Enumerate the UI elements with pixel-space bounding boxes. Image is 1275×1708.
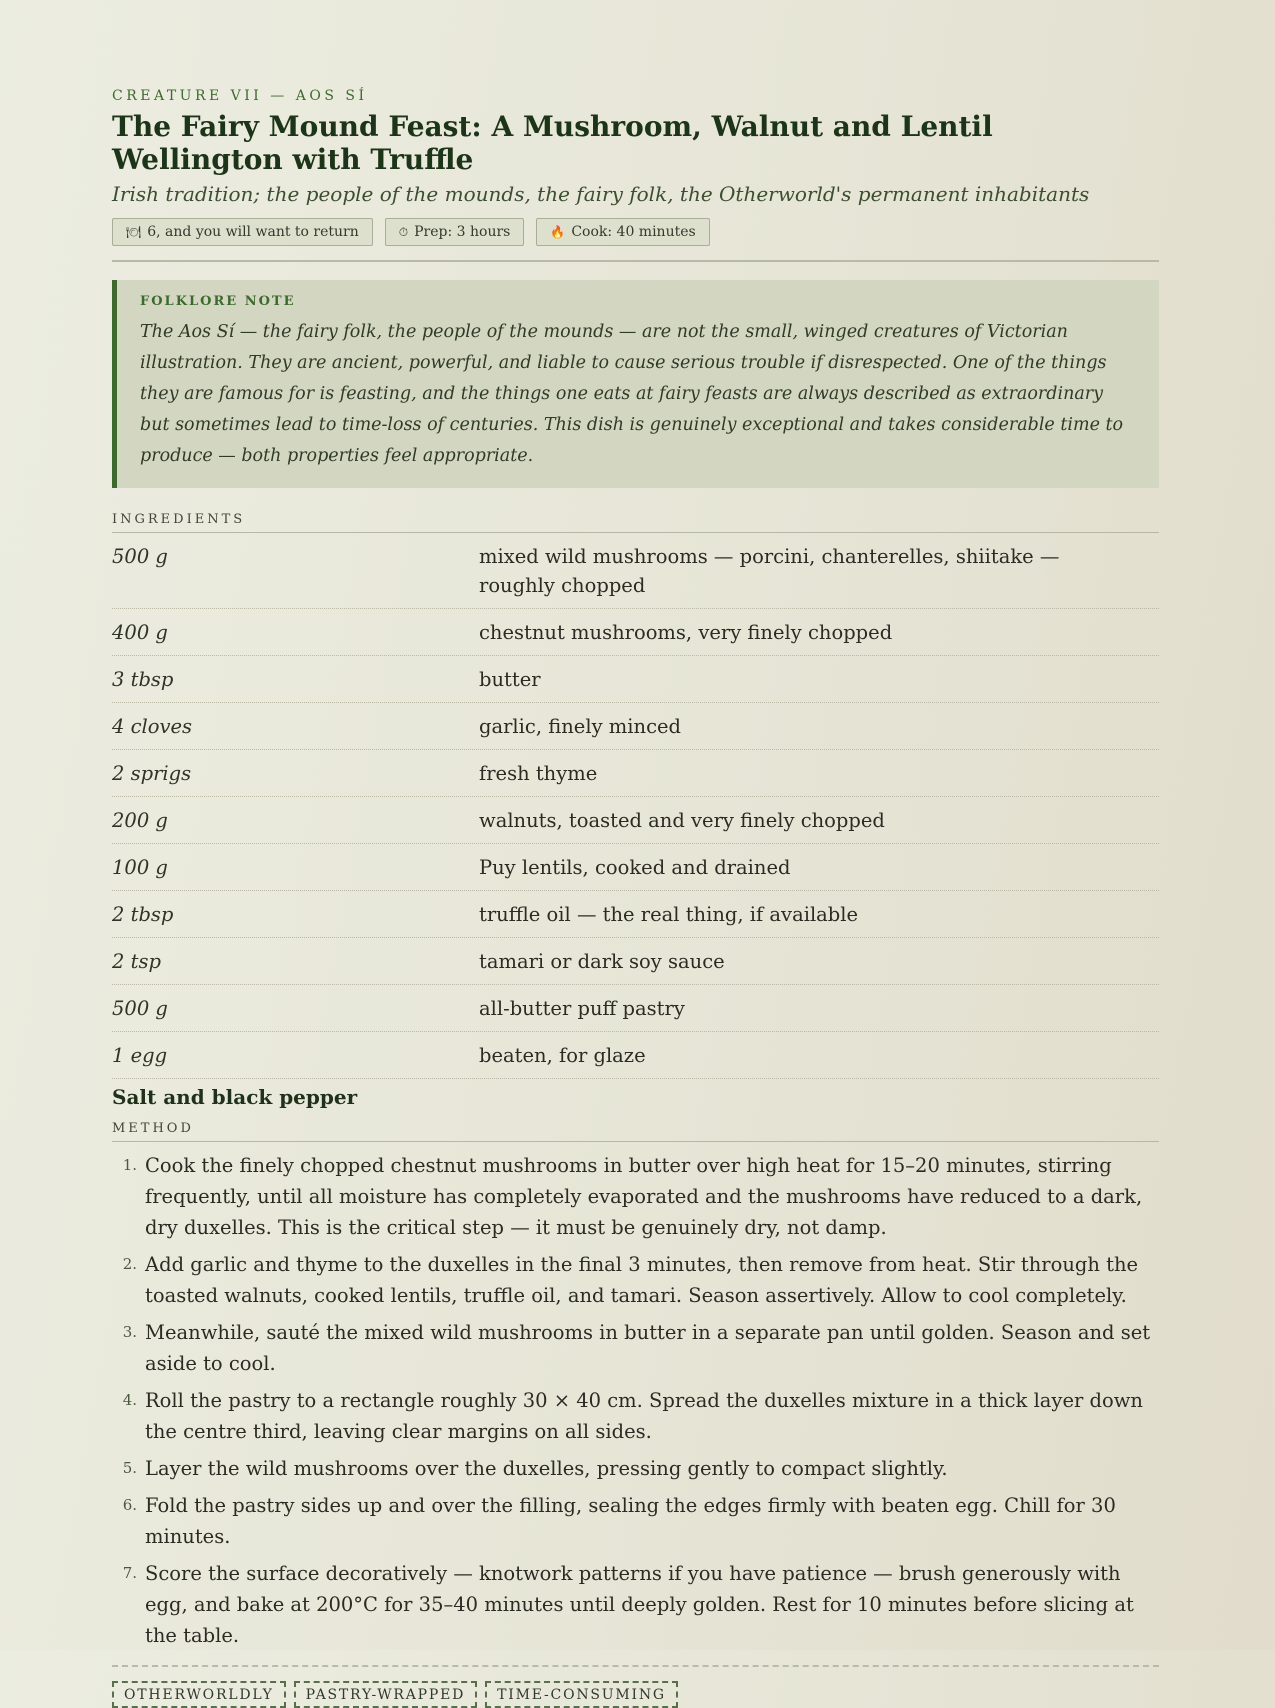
ingredient-row <box>112 609 1159 656</box>
method-step <box>112 1453 1159 1484</box>
ingredient-row <box>112 703 1159 750</box>
cook-badge <box>536 218 709 246</box>
recipe-meta <box>112 218 1159 246</box>
step-number: 1. <box>122 1156 137 1174</box>
ingredient-name: truffle oil — the real thing, if available <box>479 903 859 926</box>
ingredient-row <box>112 533 1159 609</box>
folklore-note-text: The Aos Sí — the fairy folk, the people of the mounds — are not the small, winged creatures of Victorian illustration. They are ancient, powerful, and liable to cause serious trouble if disrespected. One of the things they are famous for is feasting, and the things one eats at fairy feasts are always described as extraordinary but sometimes lead to time-loss of centuries. This dish is genuinely exceptional and takes considerable time to produce — both properties feel appropriate. <box>140 322 1124 466</box>
ingredient-quantity: 2 sprigs <box>112 762 192 785</box>
method-heading: METHOD <box>112 1121 1159 1142</box>
plate-icon: 🍽 <box>126 225 142 239</box>
ingredient-name: all-butter puff pastry <box>479 997 685 1020</box>
step-number: 6. <box>122 1496 137 1514</box>
ingredient-name: mixed wild mushrooms — porcini, chanterelles, shiitake — roughly chopped <box>479 545 1060 597</box>
ingredient-quantity: 100 g <box>112 856 168 879</box>
flame-icon: 🔥 <box>550 225 566 239</box>
recipe-tag[interactable]: OTHERWORLDLY <box>112 1681 286 1708</box>
tag-list <box>112 1681 1159 1708</box>
ingredient-quantity: 3 tbsp <box>112 668 174 691</box>
header-divider <box>112 260 1159 262</box>
ingredient-row <box>112 985 1159 1032</box>
ingredient-row <box>112 844 1159 891</box>
seasoning-note: Salt and black pepper <box>112 1085 358 1109</box>
ingredient-name: fresh thyme <box>479 762 598 785</box>
method-step <box>112 1558 1159 1651</box>
serves-label: 6, and you will want to return <box>147 224 359 240</box>
page-subtitle: Irish tradition; the people of the mounds, the fairy folk, the Otherworld's permanent inhabitants <box>112 182 1090 206</box>
ingredient-name: walnuts, toasted and very finely chopped <box>479 809 885 832</box>
method-section <box>112 1121 1159 1651</box>
step-text: Add garlic and thyme to the duxelles in the final 3 minutes, then remove from heat. Stir through the toasted walnuts, cooked lentils, truffle oil, and tamari. Season assertively. Allow to cool completely. <box>145 1253 1139 1307</box>
recipe-tag[interactable]: PASTRY-WRAPPED <box>294 1681 477 1708</box>
step-text: Score the surface decoratively — knotwork patterns if you have patience — brush generously with egg, and bake at 200°C for 35–40 minutes until deeply golden. Rest for 10 minutes before slicing at the table. <box>145 1562 1134 1647</box>
folklore-note <box>112 280 1159 488</box>
ingredient-name: butter <box>479 668 541 691</box>
step-number: 2. <box>122 1255 137 1273</box>
step-text: Cook the finely chopped chestnut mushrooms in butter over high heat for 15–20 minutes, stirring frequently, until all moisture has completely evaporated and the mushrooms have reduced to a dark, dry duxelles. This is the critical step — it must be genuinely dry, not damp. <box>145 1154 1143 1239</box>
recipe-page <box>112 88 1159 1708</box>
ingredient-name: tamari or dark soy sauce <box>479 950 725 973</box>
stopwatch-icon: ⏱ <box>398 224 409 239</box>
ingredient-name: Puy lentils, cooked and drained <box>479 856 791 879</box>
recipe-tag[interactable]: TIME-CONSUMING <box>485 1681 678 1708</box>
ingredient-row <box>112 891 1159 938</box>
creature-kicker: CREATURE VII — AOS SÍ <box>112 88 368 104</box>
step-text: Meanwhile, sauté the mixed wild mushrooms in butter in a separate pan until golden. Season and set aside to cool. <box>145 1321 1151 1375</box>
ingredient-quantity: 2 tbsp <box>112 903 174 926</box>
step-text: Layer the wild mushrooms over the duxelles, pressing gently to compact slightly. <box>145 1457 948 1480</box>
serves-badge <box>112 218 373 246</box>
prep-label: Prep: 3 hours <box>414 224 511 240</box>
step-number: 5. <box>122 1459 137 1477</box>
ingredient-row <box>112 797 1159 844</box>
folklore-note-label: FOLKLORE NOTE <box>140 294 296 309</box>
method-step <box>112 1249 1159 1311</box>
method-step <box>112 1385 1159 1447</box>
ingredient-quantity: 400 g <box>112 621 168 644</box>
method-steps <box>112 1150 1159 1651</box>
page-title: The Fairy Mound Feast: A Mushroom, Walnut and Lentil Wellington with Truffle <box>112 110 993 176</box>
ingredient-quantity: 500 g <box>112 545 168 568</box>
cook-label: Cook: 40 minutes <box>571 224 696 240</box>
ingredient-quantity: 2 tsp <box>112 950 161 973</box>
prep-badge <box>385 218 525 246</box>
tags-section <box>112 1665 1159 1708</box>
ingredient-quantity: 500 g <box>112 997 168 1020</box>
ingredient-row <box>112 750 1159 797</box>
ingredient-quantity: 4 cloves <box>112 715 193 738</box>
ingredients-heading: INGREDIENTS <box>112 512 1159 533</box>
ingredient-row <box>112 656 1159 703</box>
method-step <box>112 1150 1159 1243</box>
ingredient-row <box>112 1032 1159 1079</box>
step-number: 3. <box>122 1323 137 1341</box>
ingredient-name: garlic, finely minced <box>479 715 682 738</box>
ingredients-section <box>112 512 1159 1079</box>
step-number: 7. <box>122 1564 137 1582</box>
step-number: 4. <box>122 1391 137 1409</box>
ingredient-quantity: 1 egg <box>112 1044 168 1067</box>
ingredient-quantity: 200 g <box>112 809 168 832</box>
method-step <box>112 1317 1159 1379</box>
ingredient-name: chestnut mushrooms, very finely chopped <box>479 621 893 644</box>
step-text: Roll the pastry to a rectangle roughly 30 × 40 cm. Spread the duxelles mixture in a thick layer down the centre third, leaving clear margins on all sides. <box>145 1389 1143 1443</box>
ingredient-row <box>112 938 1159 985</box>
method-step <box>112 1490 1159 1552</box>
step-text: Fold the pastry sides up and over the filling, sealing the edges firmly with beaten egg. Chill for 30 minutes. <box>145 1494 1116 1548</box>
ingredient-name: beaten, for glaze <box>479 1044 646 1067</box>
ingredients-list <box>112 533 1159 1079</box>
